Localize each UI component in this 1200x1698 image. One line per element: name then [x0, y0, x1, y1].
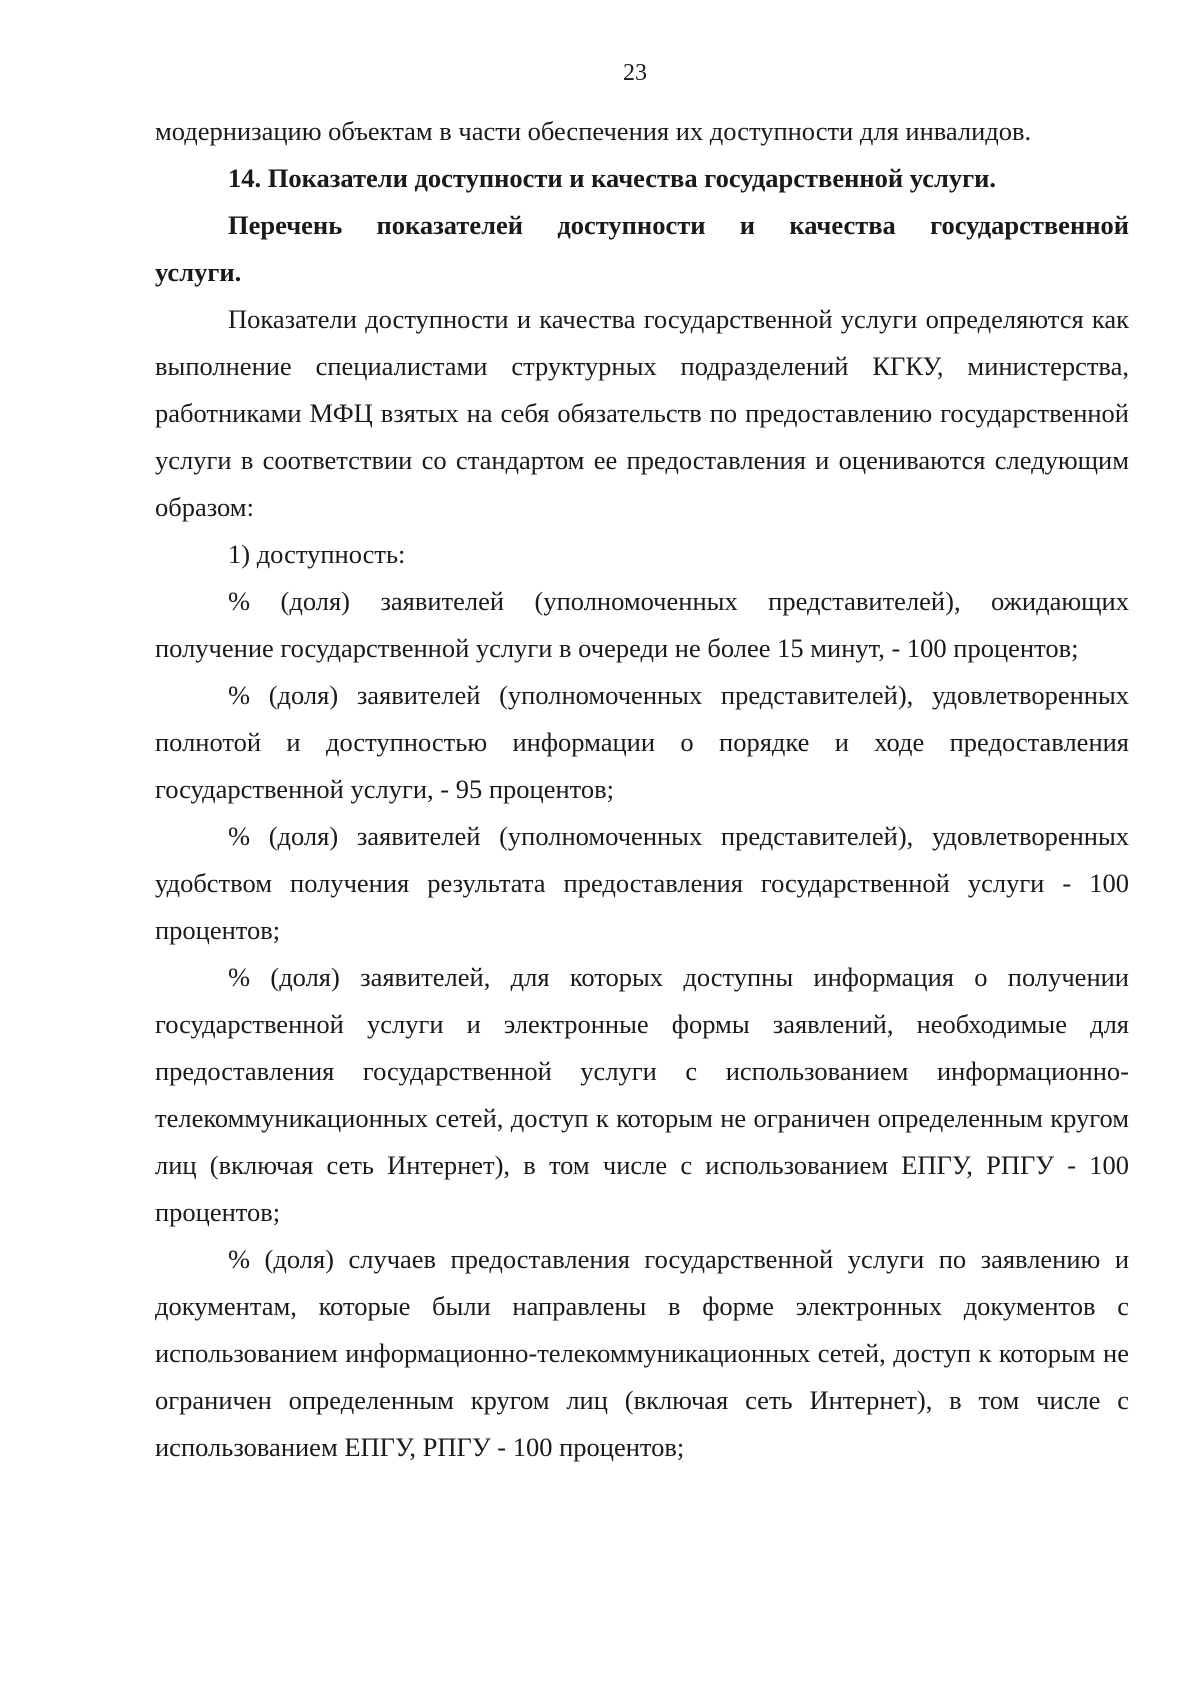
- paragraph-queue-wait: % (доля) заявителей (уполномоченных представителей), ожидающих получение государственной услуги в очереди не более 15 минут, - 100 процентов;: [155, 586, 1129, 663]
- paragraph-electronic-forms: % (доля) заявителей, для которых доступны информация о получении государственной услуги и электронные формы заявлений, необходимые для предоставления государственной услуги с использованием информационно-телекоммуникационных сетей, доступ к которым не ограничен определенным кругом лиц (включая сеть Интернет), в том числе с использованием ЕПГУ, РПГУ - 100 процентов;: [155, 962, 1129, 1227]
- paragraph-continuation: модернизацию объектам в части обеспечения их доступности для инвалидов.: [155, 116, 1032, 146]
- paragraph-electronic-documents: % (доля) случаев предоставления государственной услуги по заявлению и документам, которые были направлены в форме электронных документов с использованием информационно-телекоммуникационных сетей, доступ к которым не ограничен определенным кругом лиц (включая сеть Интернет), в том числе с использованием ЕПГУ, РПГУ - 100 процентов;: [155, 1244, 1129, 1462]
- section-heading: 14. Показатели доступности и качества государственной услуги.: [228, 163, 997, 193]
- paragraph-convenience: % (доля) заявителей (уполномоченных представителей), удовлетворенных удобством получения результата предоставления государственной услуги - 100 процентов;: [155, 821, 1129, 945]
- paragraph-information: % (доля) заявителей (уполномоченных представителей), удовлетворенных полнотой и доступностью информации о порядке и ходе предоставления государственной услуги, - 95 процентов;: [155, 680, 1129, 804]
- document-body: [155, 108, 1129, 1471]
- page-number: 23: [623, 60, 647, 86]
- list-item-accessibility: 1) доступность:: [228, 539, 406, 569]
- paragraph-intro: Показатели доступности и качества государственной услуги определяются как выполнение специалистами структурных подразделений КГКУ, министерства, работниками МФЦ взятых на себя обязательств по предоставлению государственной услуги в соответствии со стандартом ее предоставления и оцениваются следующим образом:: [155, 304, 1129, 522]
- list-heading: Перечень показателей доступности и качества государственной услуги.: [155, 210, 1129, 287]
